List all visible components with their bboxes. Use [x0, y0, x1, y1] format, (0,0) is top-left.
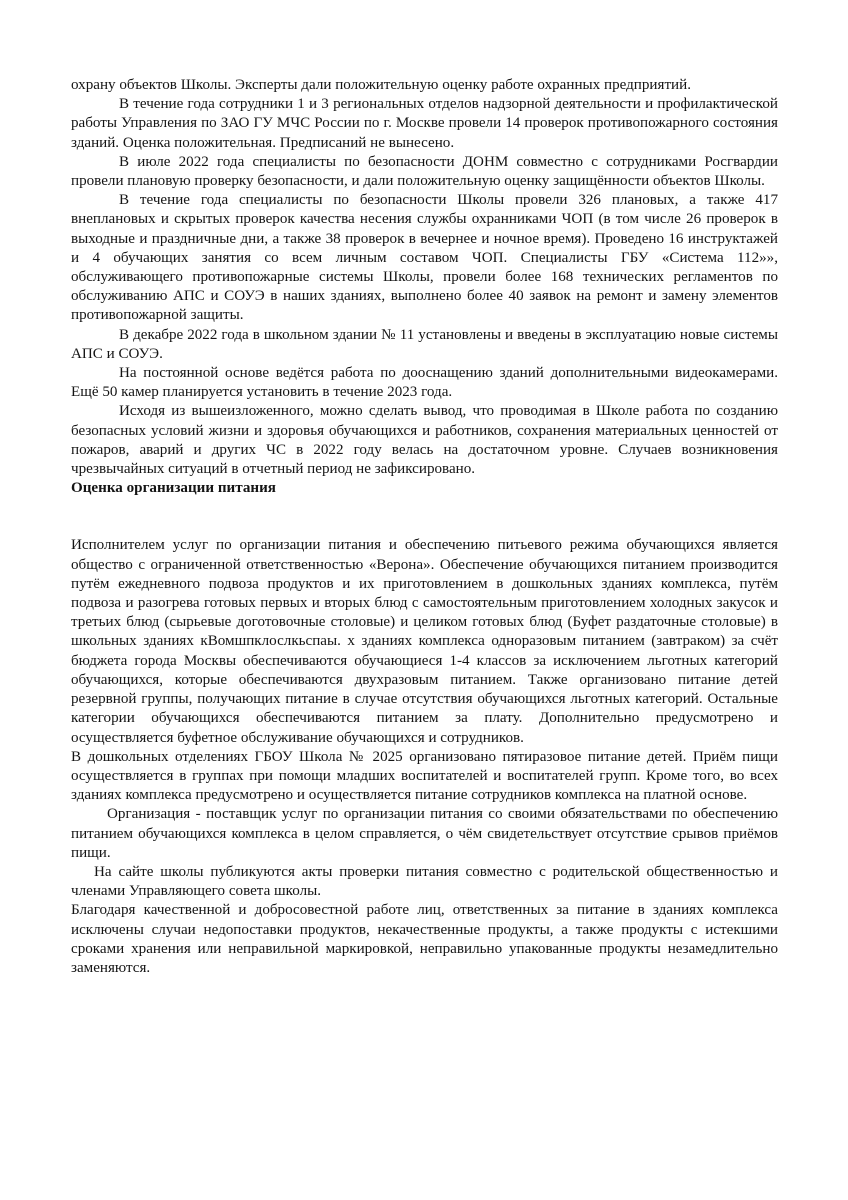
nutrition-paragraph-3: Организация - поставщик услуг по организации питания со своими обязательствами по обеспечению питанием обучающихся комплекса в целом справляется, о чём свидетельствует отсутствие срывов приёмов пищи.	[71, 806, 778, 861]
security-paragraph-5: В декабре 2022 года в школьном здании № 11 установлены и введены в эксплуатацию новые системы АПС и СОУЭ.	[71, 326, 778, 362]
security-paragraph-1: охрану объектов Школы. Эксперты дали положительную оценку работе охранных предприятий.	[71, 77, 691, 93]
document-page	[71, 76, 778, 978]
nutrition-paragraph-4: На сайте школы публикуются акты проверки питания совместно с родительской общественностью и членами Управляющего совета школы.	[71, 863, 778, 900]
security-paragraph-7: Исходя из вышеизложенного, можно сделать вывод, что проводимая в Школе работа по созданию безопасных условий жизни и здоровья обучающихся и работников, сохранения материальных ценностей от пожаров, аварий и других ЧС в 2022 году велась на достаточном уровне. Случаев возникновения чрезвычайных ситуаций в отчетный период не зафиксировано.	[71, 403, 778, 478]
nutrition-paragraph-1: Исполнителем услуг по организации питания и обеспечению питьевого режима обучающихся является общество с ограниченной ответственностью «Верона». Обеспечение обучающихся питанием производится путём ежедневного подвоза продуктов и их приготовлением в дошкольных зданиях комплекса, путём подвоза и разогрева готовых первых и вторых блюд с самостоятельным приготовлением холодных закусок и третьих блюд (сырьевые доготовочные столовые) и целиком готовых блюд (Буфет раздаточные столовые) в школьных зданиях кВомшпклослкьспаы. х зданиях комплекса одноразовым питанием (завтраком) за счёт бюджета города Москвы обеспечиваются обучающиеся 1-4 классов за исключением льготных категорий обучающихся, которые обеспечиваются двухразовым питанием. Также организовано питание детей резервной группы, получающих питание в случае отсутствия обучающихся льготных категорий. Остальные категории обучающихся обеспечиваются питанием за плату. Дополнительно предусмотрено и осуществляется буфетное обслуживание обучающихся и сотрудников.	[71, 537, 778, 746]
nutrition-paragraph-5: Благодаря качественной и добросовестной работе лиц, ответственных за питание в зданиях комплекса исключены случаи недопоставки продуктов, некачественные продукты, а также продукты с истекшими сроками хранения или неправильной маркировкой, неправильно упакованные продукты незамедлительно заменяются.	[71, 902, 778, 976]
section-title-nutrition: Оценка организации питания	[71, 480, 276, 497]
security-paragraph-4: В течение года специалисты по безопасности Школы провели 326 плановых, а также 417 внеплановых и скрытых проверок качества несения службы охранниками ЧОП (в том числе 26 проверок в выходные и праздничные дни, а также 38 проверок в вечернее и ночное время). Проведено 16 инструктажей и 4 обучающих занятия со всем личным составом ЧОП. Специалисты ГБУ «Система 112»», обслуживающего противопожарные системы Школы, провели более 168 технических регламентов по обслуживанию АПС и СОУЭ в наших зданиях, выполнено более 40 заявок на ремонт и замену элементов противопожарной защиты.	[71, 192, 778, 324]
security-paragraph-6: На постоянной основе ведётся работа по дооснащению зданий дополнительными видеокамерами. Ещё 50 камер планируется установить в течение 2023 года.	[71, 365, 778, 401]
security-paragraph-2: В течение года сотрудники 1 и 3 региональных отделов надзорной деятельности и профилактической работы Управления по ЗАО ГУ МЧС России по г. Москве провели 14 проверок противопожарного состояния зданий. Оценка положительная. Предписаний не вынесено.	[71, 96, 778, 151]
security-paragraph-3: В июле 2022 года специалисты по безопасности ДОНМ совместно с сотрудниками Росгвардии провели плановую проверку безопасности, и дали положительную оценку защищённости объектов Школы.	[71, 153, 778, 190]
nutrition-paragraph-2: В дошкольных отделениях ГБОУ Школа № 2025 организовано пятиразовое питание детей. Приём пищи осуществляется в группах при помощи младших воспитателей и воспитателей групп. Кроме того, во всех зданиях комплекса предусмотрено и осуществляется питание сотрудников комплекса на платной основе.	[71, 748, 778, 804]
section-spacer	[71, 498, 778, 536]
